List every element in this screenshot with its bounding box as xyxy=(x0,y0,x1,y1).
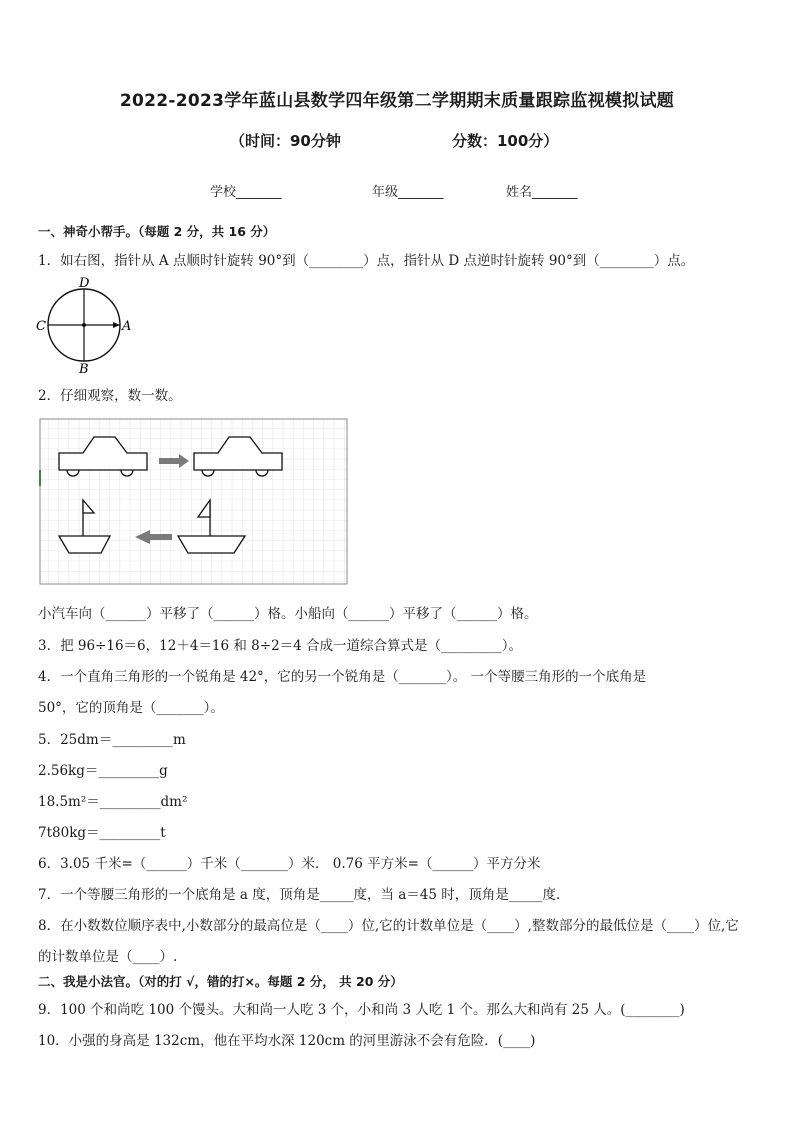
point-d-label: D xyxy=(79,276,90,291)
grade-field: 年级_______ xyxy=(372,185,444,200)
question-8-line2: 的计数单位是（____）. xyxy=(38,949,178,965)
question-4-line1: 4．一个直角三角形的一个锐角是 42°，它的另一个锐角是（_______）。 一个等腰三角形的一个底角是 xyxy=(38,669,647,685)
question-8-line1: 8．在小数数位顺序表中,小数部分的最高位是（____）位,它的计数单位是（____）,整数部分的最低位是（____）位,它 xyxy=(38,918,739,934)
clock-pointer-arrow xyxy=(113,322,120,328)
point-a-label: A xyxy=(122,319,132,334)
exam-time: （时间：90分钟 xyxy=(230,132,341,150)
question-3: 3．把 96÷16＝6，12＋4＝16 和 8÷2＝4 合成一道综合算式是（_________）。 xyxy=(38,638,523,654)
question-10: 10．小强的身高是 132cm，他在平均水深 120cm 的河里游泳不会有危险．(____) xyxy=(38,1033,536,1049)
exam-title: 2022-2023学年蓝山县数学四年级第二学期期末质量跟踪监视模拟试题 xyxy=(119,91,675,111)
question-2: 2．仔细观察，数一数。 xyxy=(38,388,182,404)
clock-center-dot xyxy=(82,323,86,327)
question-5c: 18.5m²＝_________dm² xyxy=(38,794,188,810)
question-5d: 7t80kg＝_________t xyxy=(38,825,166,841)
question-2-answer: 小汽车向（______）平移了（______）格。小船向（______）平移了（______）格。 xyxy=(38,606,538,622)
question-7: 7．一个等腰三角形的一个底角是 a 度，顶角是_____度，当 a＝45 时，顶角是_____度． xyxy=(38,887,570,903)
point-c-label: C xyxy=(36,319,46,334)
question-4-line2: 50°，它的顶角是（_______）。 xyxy=(38,700,224,716)
question-6: 6．3.05 千米=（______）千米（_______）米． 0.76 平方米=（______）平方分米 xyxy=(38,856,541,872)
exam-score: 分数：100分） xyxy=(452,132,559,150)
name-field: 姓名_______ xyxy=(506,185,578,200)
point-b-label: B xyxy=(79,362,89,374)
section2-heading: 二、我是小法官。（对的打 √，错的打×。每题 2 分， 共 20 分） xyxy=(38,974,403,989)
clock-figure xyxy=(34,276,144,374)
translation-grid-figure xyxy=(38,418,350,588)
section1-heading: 一、神奇小帮手。（每题 2 分，共 16 分） xyxy=(38,224,276,239)
question-5a: 5．25dm＝_________m xyxy=(38,732,186,748)
question-5b: 2.56kg＝_________g xyxy=(38,763,168,779)
question-1: 1．如右图，指针从 A 点顺时针旋转 90°到（________）点，指针从 D 点逆时针旋转 90°到（________）点。 xyxy=(38,253,695,269)
school-field: 学校_______ xyxy=(210,185,282,200)
question-9: 9．100 个和尚吃 100 个馒头。大和尚一人吃 3 个，小和尚 3 人吃 1 个。那么大和尚有 25 人。(________) xyxy=(38,1002,685,1018)
grid-background xyxy=(40,419,347,584)
